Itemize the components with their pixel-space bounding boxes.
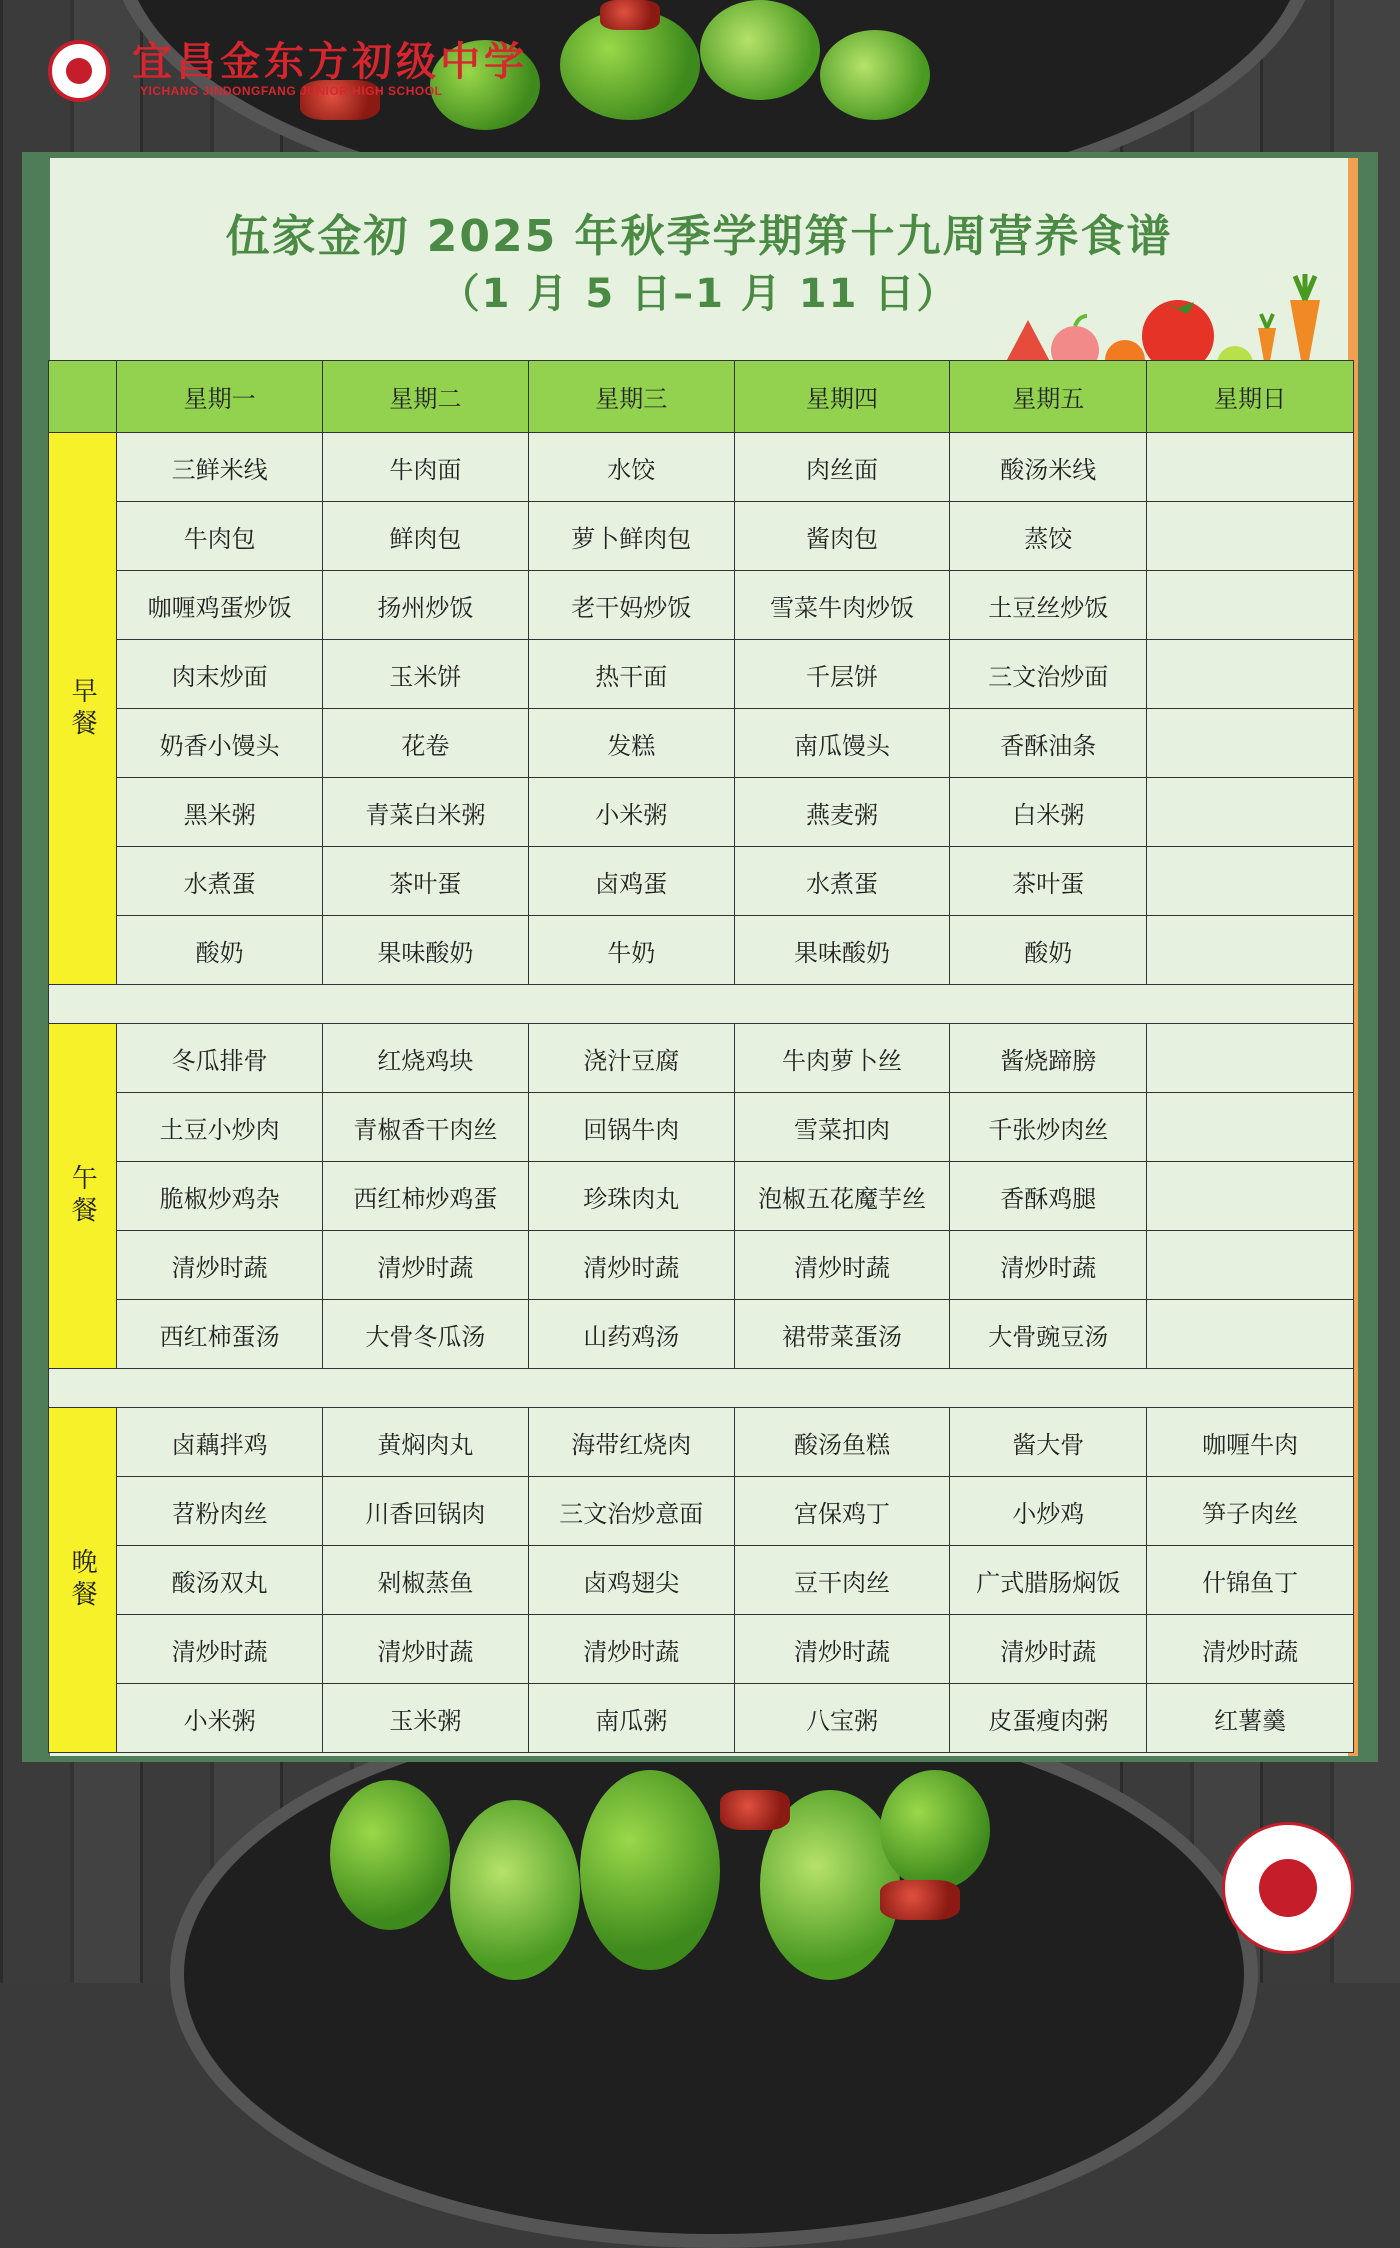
menu-cell: 清炒时蔬	[734, 1615, 950, 1684]
menu-cell: 红薯羹	[1147, 1684, 1354, 1753]
menu-cell: 珍珠肉丸	[528, 1162, 734, 1231]
menu-cell: 小炒鸡	[950, 1477, 1147, 1546]
menu-cell	[1147, 1231, 1354, 1300]
menu-cell: 果味酸奶	[323, 916, 529, 985]
menu-cell	[1147, 1093, 1354, 1162]
menu-cell: 发糕	[528, 709, 734, 778]
header-corner	[49, 361, 117, 433]
menu-cell: 酸汤米线	[950, 433, 1147, 502]
meal-label-dinner: 晚餐	[49, 1408, 117, 1753]
menu-cell: 老干妈炒饭	[528, 571, 734, 640]
menu-row	[49, 1162, 1354, 1231]
menu-cell: 海带红烧肉	[528, 1408, 734, 1477]
menu-cell: 酱烧蹄膀	[950, 1024, 1147, 1093]
menu-cell: 酸汤双丸	[117, 1546, 323, 1615]
menu-cell: 清炒时蔬	[1147, 1615, 1354, 1684]
menu-cell: 茶叶蛋	[323, 847, 529, 916]
menu-row	[49, 1477, 1354, 1546]
menu-row	[49, 1300, 1354, 1369]
menu-cell: 清炒时蔬	[528, 1231, 734, 1300]
menu-cell: 酸奶	[117, 916, 323, 985]
menu-row	[49, 640, 1354, 709]
menu-cell: 清炒时蔬	[323, 1615, 529, 1684]
menu-cell: 山药鸡汤	[528, 1300, 734, 1369]
menu-cell: 清炒时蔬	[323, 1231, 529, 1300]
menu-cell: 广式腊肠焖饭	[950, 1546, 1147, 1615]
menu-cell: 卤藕拌鸡	[117, 1408, 323, 1477]
menu-cell	[1147, 1024, 1354, 1093]
menu-cell	[1147, 1300, 1354, 1369]
menu-cell: 雪菜牛肉炒饭	[734, 571, 950, 640]
menu-cell	[1147, 1162, 1354, 1231]
menu-table	[48, 360, 1354, 1753]
menu-row	[49, 847, 1354, 916]
menu-cell: 什锦鱼丁	[1147, 1546, 1354, 1615]
menu-cell: 三文治炒意面	[528, 1477, 734, 1546]
menu-cell: 水饺	[528, 433, 734, 502]
menu-cell: 咖喱鸡蛋炒饭	[117, 571, 323, 640]
menu-row	[49, 1615, 1354, 1684]
day-header: 星期四	[734, 361, 950, 433]
school-name-cn: 宜昌金东方初级中学	[132, 38, 528, 85]
menu-cell: 小米粥	[117, 1684, 323, 1753]
menu-cell: 清炒时蔬	[950, 1231, 1147, 1300]
menu-cell: 千层饼	[734, 640, 950, 709]
menu-row	[49, 1546, 1354, 1615]
menu-row	[49, 1684, 1354, 1753]
menu-cell: 扬州炒饭	[323, 571, 529, 640]
menu-cell: 牛奶	[528, 916, 734, 985]
menu-cell: 肉末炒面	[117, 640, 323, 709]
menu-row	[49, 571, 1354, 640]
menu-cell: 燕麦粥	[734, 778, 950, 847]
menu-cell: 花卷	[323, 709, 529, 778]
menu-cell: 清炒时蔬	[117, 1231, 323, 1300]
education-group-logo-icon	[1222, 1822, 1354, 1954]
menu-cell: 西红柿炒鸡蛋	[323, 1162, 529, 1231]
menu-cell: 酸汤鱼糕	[734, 1408, 950, 1477]
menu-cell	[1147, 778, 1354, 847]
menu-cell: 香酥鸡腿	[950, 1162, 1147, 1231]
date-range: （1 月 5 日–1 月 11 日）	[439, 271, 959, 317]
menu-cell: 香酥油条	[950, 709, 1147, 778]
separator-cell	[49, 1369, 1354, 1408]
menu-cell: 青椒香干肉丝	[323, 1093, 529, 1162]
separator-cell	[49, 985, 1354, 1024]
school-logo-icon	[48, 40, 110, 102]
menu-cell	[1147, 502, 1354, 571]
menu-cell: 土豆丝炒饭	[950, 571, 1147, 640]
menu-cell: 酸奶	[950, 916, 1147, 985]
menu-cell: 酱大骨	[950, 1408, 1147, 1477]
day-header: 星期五	[950, 361, 1147, 433]
menu-cell: 卤鸡蛋	[528, 847, 734, 916]
menu-cell: 清炒时蔬	[734, 1231, 950, 1300]
meal-separator-row	[49, 1369, 1354, 1408]
food-pan-bottom-image	[170, 1700, 1258, 2248]
menu-cell: 酱肉包	[734, 502, 950, 571]
menu-row	[49, 1408, 1354, 1477]
menu-cell	[1147, 433, 1354, 502]
menu-row	[49, 1024, 1354, 1093]
menu-cell: 牛肉面	[323, 433, 529, 502]
menu-cell	[1147, 640, 1354, 709]
day-header: 星期日	[1147, 361, 1354, 433]
menu-cell: 白米粥	[950, 778, 1147, 847]
menu-cell: 清炒时蔬	[950, 1615, 1147, 1684]
menu-cell: 南瓜粥	[528, 1684, 734, 1753]
menu-cell: 回锅牛肉	[528, 1093, 734, 1162]
menu-cell	[1147, 709, 1354, 778]
menu-cell: 茶叶蛋	[950, 847, 1147, 916]
menu-row	[49, 1231, 1354, 1300]
menu-cell: 南瓜馒头	[734, 709, 950, 778]
menu-row	[49, 778, 1354, 847]
menu-cell: 果味酸奶	[734, 916, 950, 985]
menu-row	[49, 502, 1354, 571]
menu-cell: 宫保鸡丁	[734, 1477, 950, 1546]
menu-cell: 肉丝面	[734, 433, 950, 502]
menu-cell: 泡椒五花魔芋丝	[734, 1162, 950, 1231]
school-name-en: YICHANG JINDONGFANG JUNIOR HIGH SCHOOL	[140, 84, 443, 98]
menu-cell: 卤鸡翅尖	[528, 1546, 734, 1615]
menu-cell: 水煮蛋	[734, 847, 950, 916]
menu-cell: 大骨冬瓜汤	[323, 1300, 529, 1369]
menu-cell: 咖喱牛肉	[1147, 1408, 1354, 1477]
menu-cell: 牛肉萝卜丝	[734, 1024, 950, 1093]
menu-cell: 黑米粥	[117, 778, 323, 847]
menu-cell: 裙带菜蛋汤	[734, 1300, 950, 1369]
menu-cell	[1147, 847, 1354, 916]
menu-cell: 川香回锅肉	[323, 1477, 529, 1546]
menu-row	[49, 433, 1354, 502]
menu-cell	[1147, 571, 1354, 640]
menu-cell: 奶香小馒头	[117, 709, 323, 778]
menu-cell	[1147, 916, 1354, 985]
menu-cell: 脆椒炒鸡杂	[117, 1162, 323, 1231]
meal-label-lunch: 午餐	[49, 1024, 117, 1369]
menu-row	[49, 916, 1354, 985]
menu-cell: 红烧鸡块	[323, 1024, 529, 1093]
menu-cell: 清炒时蔬	[528, 1615, 734, 1684]
menu-cell: 热干面	[528, 640, 734, 709]
menu-cell: 剁椒蒸鱼	[323, 1546, 529, 1615]
menu-cell: 萝卜鲜肉包	[528, 502, 734, 571]
meal-label-breakfast: 早餐	[49, 433, 117, 985]
menu-cell: 苕粉肉丝	[117, 1477, 323, 1546]
menu-cell: 笋子肉丝	[1147, 1477, 1354, 1546]
menu-cell: 八宝粥	[734, 1684, 950, 1753]
menu-cell: 冬瓜排骨	[117, 1024, 323, 1093]
menu-row	[49, 709, 1354, 778]
day-header: 星期一	[117, 361, 323, 433]
menu-cell: 清炒时蔬	[117, 1615, 323, 1684]
menu-cell: 西红柿蛋汤	[117, 1300, 323, 1369]
menu-cell: 小米粥	[528, 778, 734, 847]
menu-cell: 皮蛋瘦肉粥	[950, 1684, 1147, 1753]
menu-cell: 青菜白米粥	[323, 778, 529, 847]
menu-cell: 玉米饼	[323, 640, 529, 709]
menu-cell: 雪菜扣肉	[734, 1093, 950, 1162]
menu-cell: 土豆小炒肉	[117, 1093, 323, 1162]
menu-cell: 千张炒肉丝	[950, 1093, 1147, 1162]
page-title: 伍家金初 2025 年秋季学期第十九周营养食谱	[225, 211, 1173, 262]
day-header: 星期三	[528, 361, 734, 433]
menu-cell: 大骨豌豆汤	[950, 1300, 1147, 1369]
menu-cell: 豆干肉丝	[734, 1546, 950, 1615]
meal-separator-row	[49, 985, 1354, 1024]
menu-cell: 玉米粥	[323, 1684, 529, 1753]
menu-cell: 黄焖肉丸	[323, 1408, 529, 1477]
menu-cell: 浇汁豆腐	[528, 1024, 734, 1093]
day-header-row	[49, 361, 1354, 433]
menu-cell: 鲜肉包	[323, 502, 529, 571]
menu-row	[49, 1093, 1354, 1162]
day-header: 星期二	[323, 361, 529, 433]
menu-cell: 三文治炒面	[950, 640, 1147, 709]
menu-cell: 蒸饺	[950, 502, 1147, 571]
menu-cell: 三鲜米线	[117, 433, 323, 502]
menu-cell: 水煮蛋	[117, 847, 323, 916]
menu-cell: 牛肉包	[117, 502, 323, 571]
